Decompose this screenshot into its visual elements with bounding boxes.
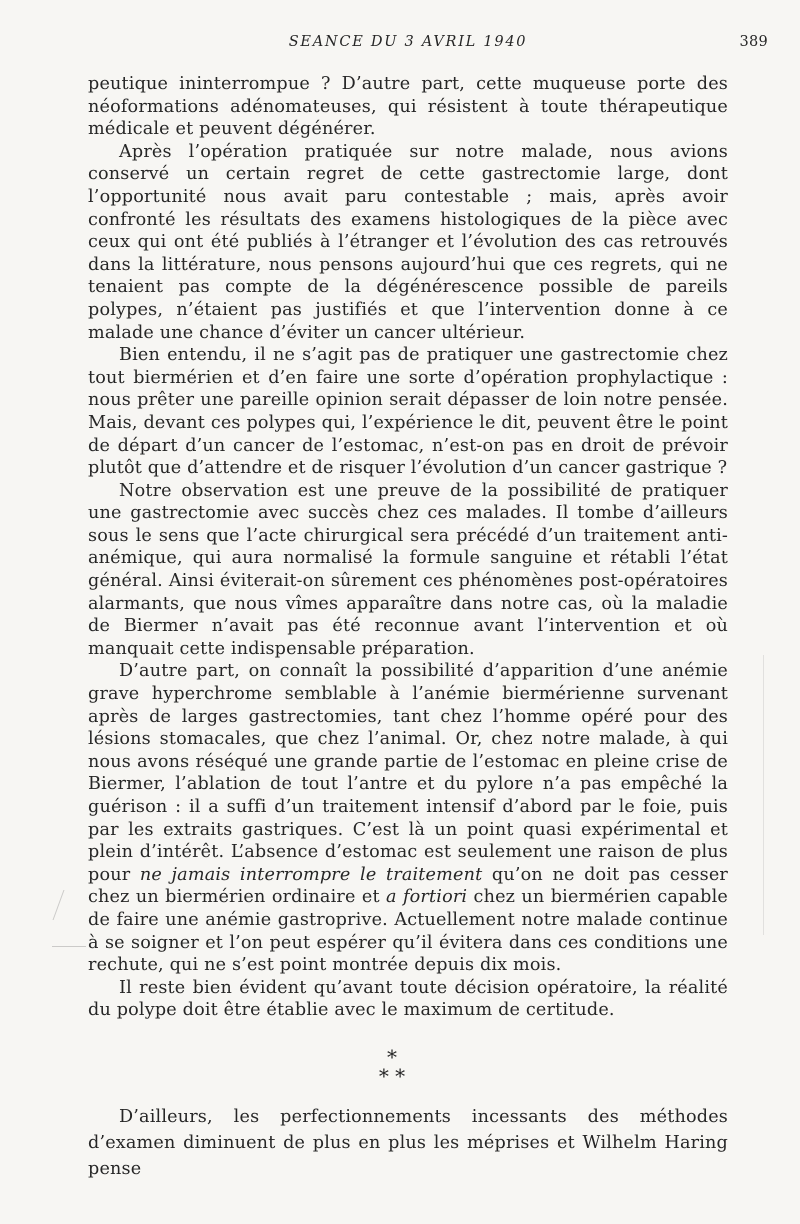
pencil-dash bbox=[52, 946, 86, 947]
page-number: 389 bbox=[739, 34, 768, 50]
margin-rule bbox=[763, 655, 764, 935]
paragraph-5-part-1: D’autre part, on connaît la possibilité d’apparition d’une anémie grave hyperchrome semblable à l’anémie biermérienne survenant après de larges gastrectomies, tant chez l’homme opéré pour des lésions stomacales, que chez l’animal. Or, chez notre malade, à qui nous avons réséqué une grande partie de l’estomac en pleine crise de Biermer, l’ablation de tout l’antre et du pylore n’a pas empêché la guérison : il a suffi d’un traitement intensif d’abord par le foie, puis par les extraits gastriques. C’est là un point quasi expérimental et plein d’intérêt. L’absence d’estomac est seulement une raison de plus pour bbox=[88, 661, 728, 885]
running-header bbox=[88, 34, 768, 56]
separator-star-top: * bbox=[387, 1045, 397, 1069]
paragraph-6: Il reste bien évident qu’avant toute décision opératoire, la réalité du polype doit être établie avec le maximum de certitude. bbox=[88, 977, 728, 1021]
separator-stars-bottom: * * bbox=[378, 1064, 406, 1088]
paragraph-1: peutique ininterrompue ? D’autre part, cette muqueuse porte des néoformations adénomateuses, qui résistent à toute thérapeutique médicale et peuvent dégénérer. bbox=[88, 74, 728, 140]
paragraph-5-italic-2: a fortiori bbox=[386, 887, 468, 908]
paragraph-5 bbox=[88, 660, 728, 976]
closing-text bbox=[88, 1104, 728, 1182]
paragraph-5-part-2: qu’on ne doit pas cesser chez un biermérien ordinaire et bbox=[88, 864, 729, 908]
paragraph-5-italic-1: ne jamais interrompre le traitement bbox=[139, 864, 483, 885]
paragraph-3: Bien entendu, il ne s’agit pas de pratiquer une gastrectomie chez tout biermérien et d’en faire une sorte d’opération prophylactique : nous prêter une pareille opinion serait dépasser de loin notre pensée. Mais, devant ces polypes qui, l’expérience le dit, peuvent être le point de départ d’un cancer de l’estomac, n’est-on pas en droit de prévoir plutôt que d’attendre et de risquer l’évolution d’un cancer gastrique ? bbox=[88, 345, 728, 479]
pencil-mark bbox=[53, 890, 85, 920]
paragraph-7: D’ailleurs, les perfectionnements incessants des méthodes d’examen diminuent de plus en plus les méprises et Wilhelm Haring pense bbox=[88, 1107, 728, 1179]
paragraph-4: Notre observation est une preuve de la possibilité de pratiquer une gastrectomie avec succès chez ces malades. Il tombe d’ailleurs sous le sens que l’acte chirurgical sera précédé d’un traitement anti-anémique, qui aura normalisé la formule sanguine et rétabli l’état général. Ainsi éviterait-on sûrement ces phénomènes post-opératoires alarmants, que nous vîmes apparaître dans notre cas, où la maladie de Biermer n’avait pas été reconnue avant l’intervention et où manquait cette indispensable préparation. bbox=[88, 480, 728, 659]
paragraph-5-part-3: chez un biermérien capable de faire une anémie gastroprive. Actuellement notre malade continue à se soigner et l’on peut espérer qu’il évitera dans ces conditions une rechute, qui ne s’est point montrée depuis dix mois. bbox=[88, 887, 728, 976]
main-text bbox=[88, 73, 728, 1022]
section-separator bbox=[352, 1045, 432, 1088]
running-title: SEANCE DU 3 AVRIL 1940 bbox=[288, 34, 528, 50]
paragraph-2: Après l’opération pratiquée sur notre malade, nous avions conservé un certain regret de cette gastrectomie large, dont l’opportunité nous avait paru contestable ; mais, après avoir confronté les résultats des examens histologiques de la pièce avec ceux qui ont été publiés à l’étranger et l’évolution des cas retrouvés dans la littérature, nous pensons aujourd’hui que ces regrets, qui ne tenaient pas compte de la dégénérescence possible de pareils polypes, n’étaient pas justifiés et que l’intervention donne à ce malade une chance d’éviter un cancer ultérieur. bbox=[88, 141, 728, 343]
